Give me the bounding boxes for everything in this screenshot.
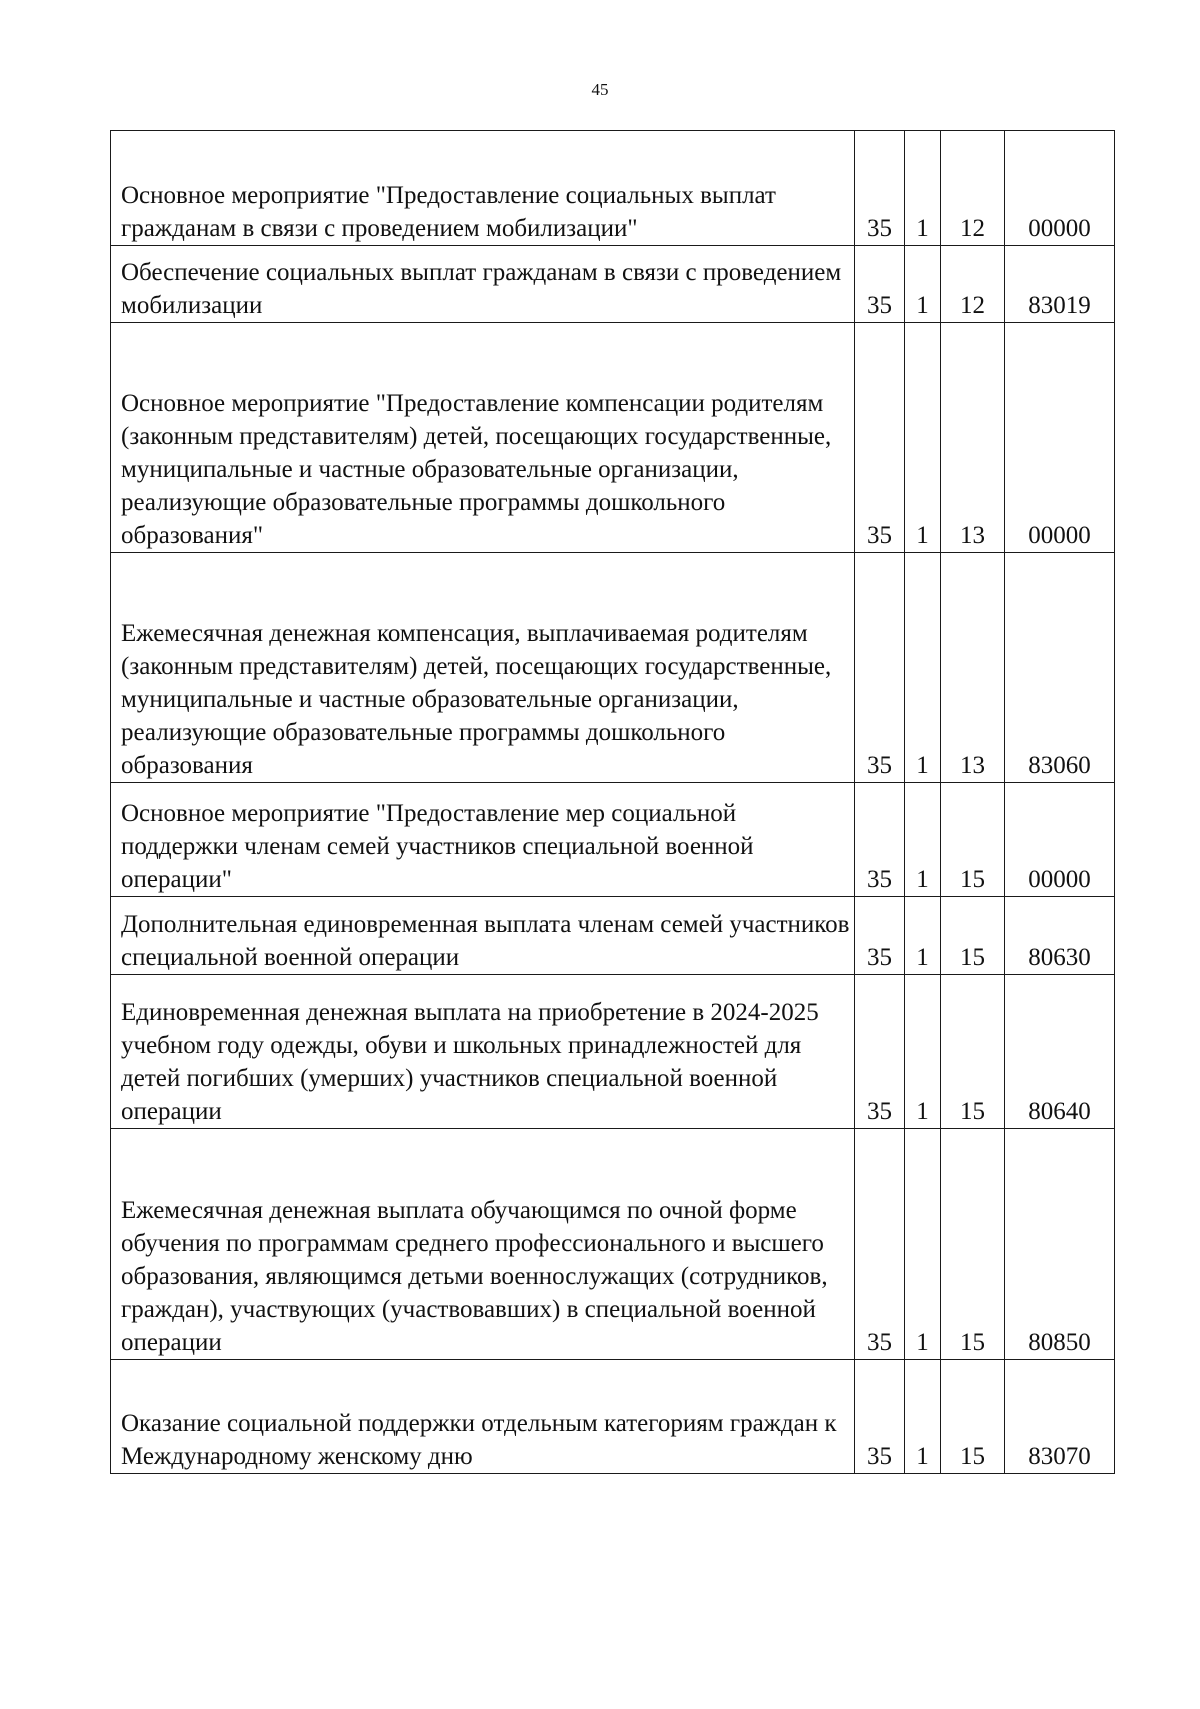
row-name: Основное мероприятие "Предоставление компенсации родителям (законным представителям) детей, посещающих государственные, муниципальные и частные образовательные организации, реализующие образовательные программы дошкольного образования" (111, 323, 855, 553)
cell-code-3: 12 (941, 131, 1005, 246)
row-name: Основное мероприятие "Предоставление социальных выплат гражданам в связи с проведением мобилизации" (111, 131, 855, 246)
cell-code-1: 35 (855, 1360, 905, 1474)
table-row (111, 131, 1115, 246)
cell-code-3: 12 (941, 246, 1005, 323)
cell-code-3: 13 (941, 323, 1005, 553)
table-row (111, 1360, 1115, 1474)
cell-code-3: 15 (941, 783, 1005, 897)
cell-code-2: 1 (905, 246, 941, 323)
cell-code-2: 1 (905, 323, 941, 553)
cell-code-4: 80850 (1005, 1129, 1115, 1360)
cell-code-4: 83070 (1005, 1360, 1115, 1474)
cell-code-1: 35 (855, 897, 905, 975)
cell-code-2: 1 (905, 975, 941, 1129)
cell-code-2: 1 (905, 897, 941, 975)
row-name: Оказание социальной поддержки отдельным категориям граждан к Международному женскому дню (111, 1360, 855, 1474)
table-row (111, 323, 1115, 553)
cell-code-4: 00000 (1005, 783, 1115, 897)
row-name: Основное мероприятие "Предоставление мер социальной поддержки членам семей участников специальной военной операции" (111, 783, 855, 897)
row-name: Обеспечение социальных выплат гражданам в связи с проведением мобилизации (111, 246, 855, 323)
cell-code-2: 1 (905, 553, 941, 783)
cell-code-2: 1 (905, 1360, 941, 1474)
cell-code-4: 80630 (1005, 897, 1115, 975)
cell-code-3: 15 (941, 1360, 1005, 1474)
page-number: 45 (591, 80, 609, 99)
cell-code-1: 35 (855, 246, 905, 323)
table-row (111, 1129, 1115, 1360)
cell-code-1: 35 (855, 1129, 905, 1360)
cell-code-4: 83019 (1005, 246, 1115, 323)
cell-code-3: 15 (941, 1129, 1005, 1360)
cell-code-3: 15 (941, 975, 1005, 1129)
cell-code-2: 1 (905, 783, 941, 897)
cell-code-3: 13 (941, 553, 1005, 783)
row-name: Ежемесячная денежная компенсация, выплачиваемая родителям (законным представителям) детей, посещающих государственные, муниципальные и частные образовательные организации, реализующие образовательные программы дошкольного образования (111, 553, 855, 783)
cell-code-1: 35 (855, 975, 905, 1129)
cell-code-1: 35 (855, 783, 905, 897)
table-row (111, 975, 1115, 1129)
budget-classification-table (110, 130, 1115, 1474)
cell-code-4: 80640 (1005, 975, 1115, 1129)
cell-code-4: 00000 (1005, 131, 1115, 246)
row-name: Ежемесячная денежная выплата обучающимся по очной форме обучения по программам среднего профессионального и высшего образования, являющимся детьми военнослужащих (сотрудников, граждан), участвующих (участвовавших) в специальной военной операции (111, 1129, 855, 1360)
cell-code-2: 1 (905, 131, 941, 246)
table-row (111, 553, 1115, 783)
cell-code-1: 35 (855, 553, 905, 783)
row-name: Дополнительная единовременная выплата членам семей участников специальной военной операции (111, 897, 855, 975)
row-name: Единовременная денежная выплата на приобретение в 2024-2025 учебном году одежды, обуви и школьных принадлежностей для детей погибших (умерших) участников специальной военной операции (111, 975, 855, 1129)
cell-code-1: 35 (855, 131, 905, 246)
cell-code-3: 15 (941, 897, 1005, 975)
cell-code-2: 1 (905, 1129, 941, 1360)
cell-code-4: 83060 (1005, 553, 1115, 783)
table-row (111, 246, 1115, 323)
cell-code-1: 35 (855, 323, 905, 553)
table-row (111, 783, 1115, 897)
table-row (111, 897, 1115, 975)
cell-code-4: 00000 (1005, 323, 1115, 553)
